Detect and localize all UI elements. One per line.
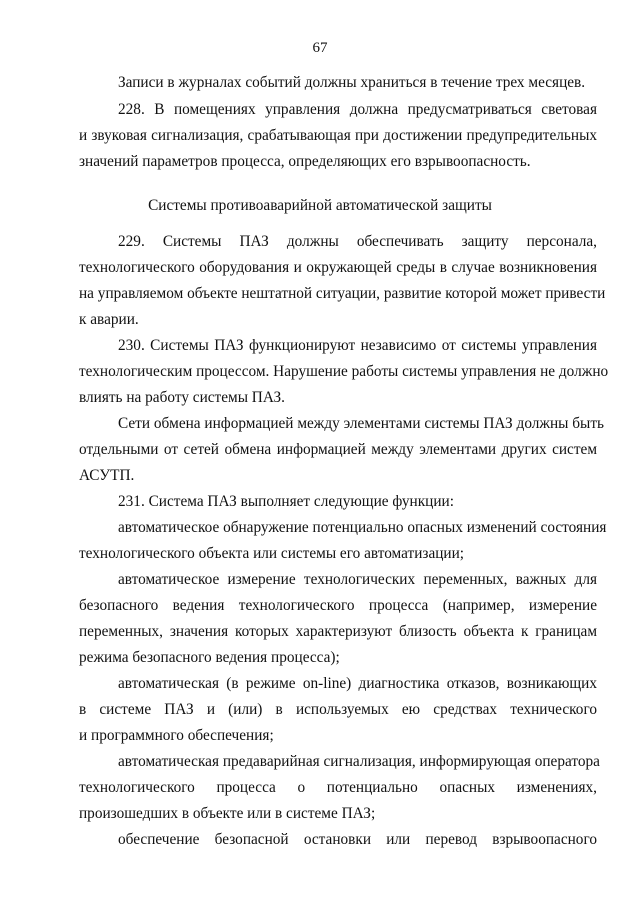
- text-line: АСУТП.: [79, 467, 135, 484]
- text-line: к аварии.: [79, 311, 139, 328]
- text-line: автоматическое измерение технологических переменных, важных для: [118, 571, 597, 588]
- text-line: на управляемом объекте нештатной ситуации, развитие которой может привести: [79, 285, 606, 302]
- text-line: Записи в журналах событий должны храниться в течение трех месяцев.: [118, 74, 586, 91]
- text-line: обеспечение безопасной остановки или перевод взрывоопасного: [118, 831, 597, 848]
- page-number: 67: [312, 40, 328, 56]
- text-line: технологического объекта или системы его автоматизации;: [79, 545, 465, 562]
- text-line: технологическим процессом. Нарушение работы системы управления не должно: [79, 363, 609, 380]
- text-line: значений параметров процесса, определяющих его взрывоопасность.: [79, 153, 531, 170]
- text-line: и программного обеспечения;: [79, 727, 274, 744]
- text-line: Сети обмена информацией между элементами системы ПАЗ должны быть: [118, 415, 604, 432]
- section-heading: Системы противоаварийной автоматической защиты: [148, 197, 492, 214]
- text-line: автоматическая предаварийная сигнализация, информирующая оператора: [118, 753, 600, 770]
- text-line: 229. Системы ПАЗ должны обеспечивать защиту персонала,: [118, 233, 597, 250]
- text-line: произошедших в объекте или в системе ПАЗ;: [79, 805, 376, 822]
- text-line: безопасного ведения технологического процесса (например, измерение: [79, 597, 597, 614]
- text-line: режима безопасного ведения процесса);: [79, 649, 340, 666]
- text-line: переменных, значения которых характеризуют близость объекта к границам: [79, 623, 597, 640]
- text-line: 228. В помещениях управления должна предусматриваться световая: [118, 101, 597, 118]
- text-line: в системе ПАЗ и (или) в используемых ею средствах технического: [79, 701, 597, 718]
- text-line: технологического процесса о потенциально опасных изменениях,: [79, 779, 597, 796]
- text-line: автоматическая (в режиме on-line) диагностика отказов, возникающих: [118, 675, 597, 692]
- text-line: и звуковая сигнализация, срабатывающая при достижении предупредительных: [79, 127, 597, 144]
- text-line: 230. Системы ПАЗ функционируют независимо от системы управления: [118, 337, 597, 354]
- text-line: 231. Система ПАЗ выполняет следующие функции:: [118, 493, 454, 510]
- text-line: отдельными от сетей обмена информацией между элементами других систем: [79, 441, 597, 458]
- text-line: автоматическое обнаружение потенциально опасных изменений состояния: [118, 519, 607, 536]
- text-line: технологического оборудования и окружающей среды в случае возникновения: [79, 259, 597, 276]
- text-line: влиять на работу системы ПАЗ.: [79, 389, 286, 406]
